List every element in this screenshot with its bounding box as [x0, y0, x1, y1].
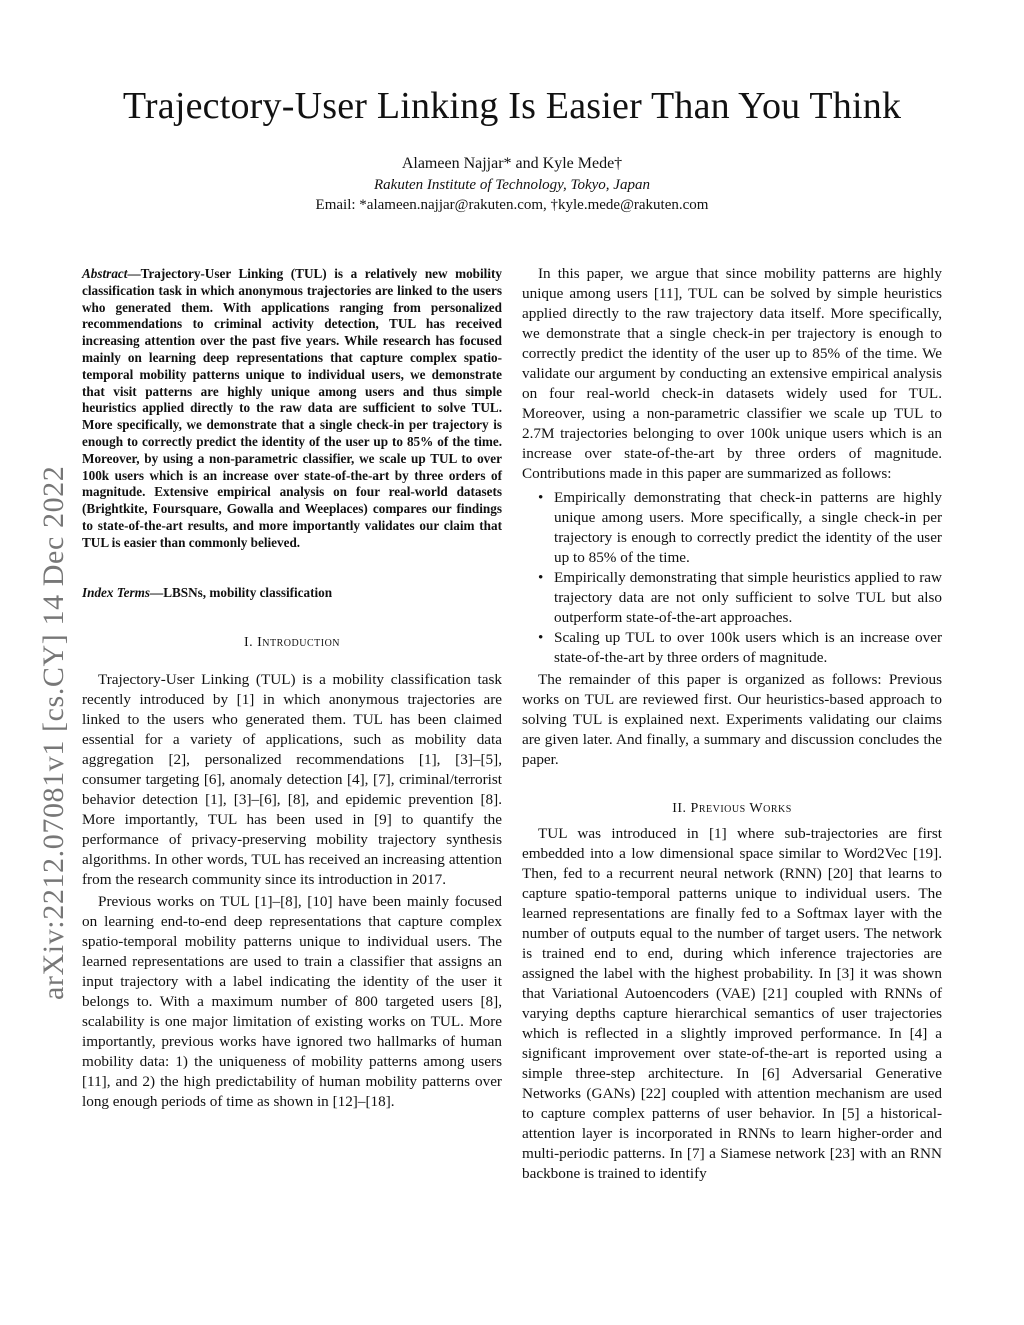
- section-heading-introduction: [82, 634, 502, 652]
- arxiv-identifier: arXiv:2212.07081v1 [cs.CY] 14 Dec 2022: [37, 465, 70, 1000]
- section-heading-previous-works: [522, 800, 942, 818]
- index-terms-label: Index Terms: [82, 585, 151, 600]
- email-line: Email: *alameen.najjar@rakuten.com, †kyle.mede@rakuten.com: [315, 197, 709, 213]
- index-terms-text: —LBSNs, mobility classification: [150, 585, 333, 600]
- index-terms: [82, 585, 502, 602]
- affiliation-text: Rakuten Institute of Technology, Tokyo, Japan: [374, 177, 650, 193]
- intro-paragraph-1: Trajectory-User Linking (TUL) is a mobility classification task recently introduced by [1] in which anonymous trajectories are linked to the users who generated them. TUL has been claimed essential for a variety of applications, such as mobility data aggregation [2], personalized recommendations [1], [3]–[5], consumer targeting [6], anomaly detection [4], [7], criminal/terrorist behavior detection [1], [3]–[6], [8], and epidemic prevention [8]. More importantly, TUL has been used in [9] to quantify the performance of privacy-preserving mobility trajectory synthesis algorithms. In other words, TUL has received an increasing attention from the research community since its introduction in 2017.: [82, 671, 502, 888]
- previous-works-body: [522, 824, 942, 1184]
- organization-paragraph: The remainder of this paper is organized as follows: Previous works on TUL are reviewed first. Our heuristics-based approach to solving TUL is explained next. Experiments validating our claims are given later. And finally, a summary and discussion concludes the paper.: [522, 671, 942, 768]
- list-item: • Scaling up TUL to over 100k users which is an increase over state-of-the-art by three orders of magnitude.: [554, 628, 942, 668]
- section-heading-previous-works-text: II. Previous Works: [672, 801, 792, 816]
- contributions-paragraph: In this paper, we argue that since mobility patterns are highly unique among users [11], TUL can be solved by simple heuristics applied directly to the raw trajectory data itself. More specifically, we demonstrate that a single check-in per trajectory is enough to correctly predict the identity of the user up to 85% of the time. We validate our argument by conducting an extensive empirical analysis on four real-world check-in datasets widely used for TUL. Moreover, using a non-parametric classifier we scale up TUL to 2.7M trajectories belonging to over 100k unique users which is an increase over state-of-the-art by three orders of magnitude. Contributions made in this paper are summarized as follows:: [522, 265, 942, 482]
- abstract-label: Abstract: [82, 266, 128, 281]
- previous-works-paragraph: TUL was introduced in [1] where sub-trajectories are first embedded into a low dimensional space similar to Word2Vec [19]. Then, fed to a recurrent neural network (RNN) [20] that learns to capture spatio-temporal patterns unique to individual users. The learned representations are finally fed to a Softmax layer with the number of outputs equal to the number of target users. The network is trained end to end, during which inference trajectories are assigned the label with the highest probability. In [3] it was shown that Variational Autoencoders (VAE) [21] coupled with RNNs of varying depths capture hierarchical semantics of user trajectories which is reflected in a slightly improved performance. In [4] a significant improvement over state-of-the-art is reported using a simple three-step architecture. In [6] Adversarial Generative Networks (GANs) [22] coupled with attention mechanism are used to capture complex patterns of user behavior. In [5] a historical-attention layer is incorporated in RNNs to learn higher-order and multi-periodic patterns. In [7] a Siamese network [23] with an RNN backbone is trained to identify: [522, 825, 942, 1182]
- list-item: • Empirically demonstrating that simple heuristics applied to raw trajectory data are not only sufficient to solve TUL but also outperform state-of-the-art approaches.: [554, 568, 942, 628]
- contributions-list: [522, 488, 942, 668]
- right-column-body: [522, 264, 942, 770]
- intro-paragraph-2: Previous works on TUL [1]–[8], [10] have been mainly focused on learning end-to-end deep representations that capture complex spatio-temporal mobility patterns unique to individual users. The learned representations are used to train a classifier that assigns an input trajectory with a label indicating the identity of the user it belongs to. With a maximum number of 800 targeted users [8], scalability is one major limitation of existing works on TUL. More importantly, previous works have ignored two hallmarks of human mobility data: 1) the uniqueness of mobility patterns among users [11], and 2) the high predictability of human mobility patterns over long enough periods of time as shown in [12]–[18].: [82, 893, 502, 1110]
- abstract-text: —Trajectory-User Linking (TUL) is a relatively new mobility classification task in which anonymous trajectories are linked to the users who generated them. With applications ranging from personalized recommendations to criminal activity detection, TUL has received increasing attention over the past five years. While research has focused mainly on learning deep representations that capture complex spatio-temporal mobility patterns unique to individual users, we demonstrate that visit patterns are highly unique among users and thus simple heuristics applied directly to the raw data are sufficient to solve TUL. More specifically, we demonstrate that a single check-in per trajectory is enough to correctly predict the identity of the user up to 85% of the time. Moreover, by using a non-parametric classifier, we scale up TUL to over 100k users which is an increase over state-of-the-art by three orders of magnitude. Extensive empirical analysis on four real-world datasets (Brightkite, Foursquare, Gowalla and Weeplaces) compares our findings to state-of-the-art results, and more importantly validates our claim that TUL is easier than commonly believed.: [82, 266, 502, 550]
- list-item: • Empirically demonstrating that check-in patterns are highly unique among users. More specifically, a single check-in per trajectory is enough to correctly predict the identity of the user up to 85% of the time.: [554, 488, 942, 568]
- introduction-body: [82, 670, 502, 1112]
- abstract: [82, 266, 502, 552]
- affiliation: [0, 176, 1024, 194]
- authors: Alameen Najjar* and Kyle Mede†: [401, 155, 623, 172]
- paper-title: Trajectory-User Linking Is Easier Than You Think: [122, 85, 902, 127]
- section-heading-introduction-text: I. Introduction: [243, 635, 341, 650]
